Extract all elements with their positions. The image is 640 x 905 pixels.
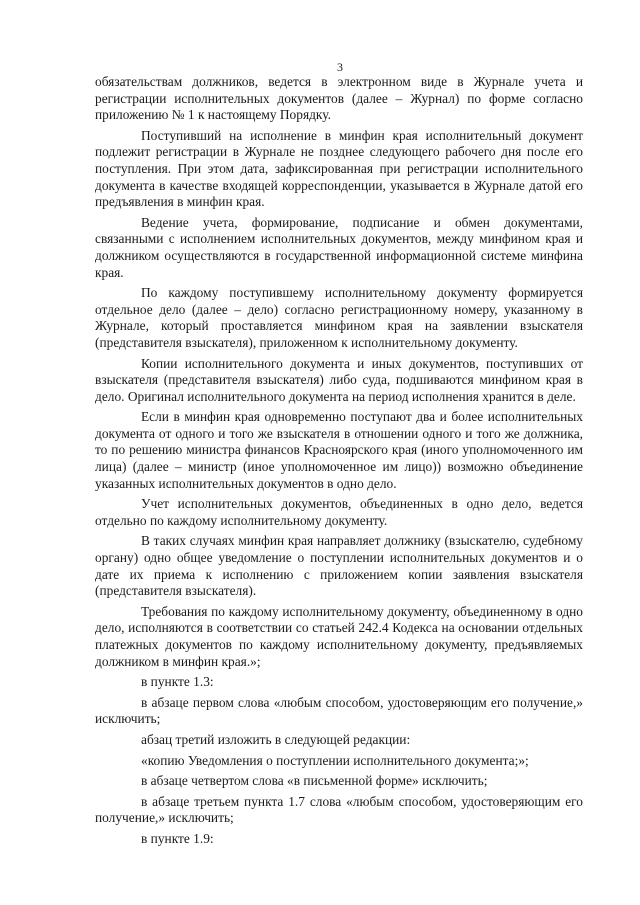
document-body <box>95 74 583 852</box>
paragraph-10: в пункте 1.3: <box>141 674 214 690</box>
paragraph-3: Ведение учета, формирование, подписание и обмен документами, связанными с исполнением исполнительных документов, между минфином края и должником осуществляются в государственной информационной системе минфина края. <box>95 214 583 280</box>
paragraph-9: Требования по каждому исполнительному документу, объединенному в одно дело, исполняются в соответствии со статьей 242.4 Кодекса на основании отдельных платежных документов по каждому исполнительному документу, предъявляемых должником в минфин края.»; <box>95 603 583 669</box>
paragraph-14: в абзаце четвертом слова «в письменной форме» исключить; <box>141 773 488 789</box>
paragraph-7: Учет исполнительных документов, объединенных в одно дело, ведется отдельно по каждому исполнительному документу. <box>95 496 583 528</box>
paragraph-12: абзац третий изложить в следующей редакции: <box>141 731 411 747</box>
paragraph-16: в пункте 1.9: <box>141 830 214 846</box>
paragraph-13: «копию Уведомления о поступлении исполнительного документа;»; <box>141 752 529 768</box>
paragraph-6: Если в минфин края одновременно поступают два и более исполнительных документа от одного и того же взыскателя в отношении одного и того же должника, то по решению министра финансов Красноярского края (иного уполномоченного им лица) (далее – министр (иное уполномоченное им лицо)) возможно объединение указанных исполнительных документов в одно дело. <box>95 409 583 491</box>
paragraph-8: В таких случаях минфин края направляет должнику (взыскателю, судебному органу) одно общее уведомление о поступлении исполнительных документов и о дате их приема к исполнению с приложением копии заявления взыскателя (представителя взыскателя). <box>95 533 583 599</box>
paragraph-4: По каждому поступившему исполнительному документу формируется отдельное дело (далее – дело) согласно регистрационному номеру, указанному в Журнале, который проставляется минфином края на заявлении взыскателя (представителя взыскателя), приложенном к исполнительному документу. <box>95 285 583 350</box>
page-number: 3 <box>337 60 343 74</box>
paragraph-1: обязательствам должников, ведется в электронном виде в Журнале учета и регистрации исполнительных документов (далее – Журнал) по форме согласно приложению № 1 к настоящему Порядку. <box>95 74 583 123</box>
paragraph-2: Поступивший на исполнение в минфин края исполнительный документ подлежит регистрации в Журнале не позднее следующего рабочего дня после его поступления. При этом дата, зафиксированная при регистрации исполнительного документа в качестве входящей корреспонденции, указывается в Журнале датой его предъявления в минфин края. <box>95 127 583 210</box>
paragraph-15: в абзаце третьем пункта 1.7 слова «любым способом, удостоверяющим его получение,» исключить; <box>95 793 583 826</box>
paragraph-5: Копии исполнительного документа и иных документов, поступивших от взыскателя (представителя взыскателя) либо суда, подшиваются минфином края в дело. Оригинал исполнительного документа на период исполнения хранится в деле. <box>95 355 583 404</box>
paragraph-11: в абзаце первом слова «любым способом, удостоверяющим его получение,» исключить; <box>95 694 583 727</box>
